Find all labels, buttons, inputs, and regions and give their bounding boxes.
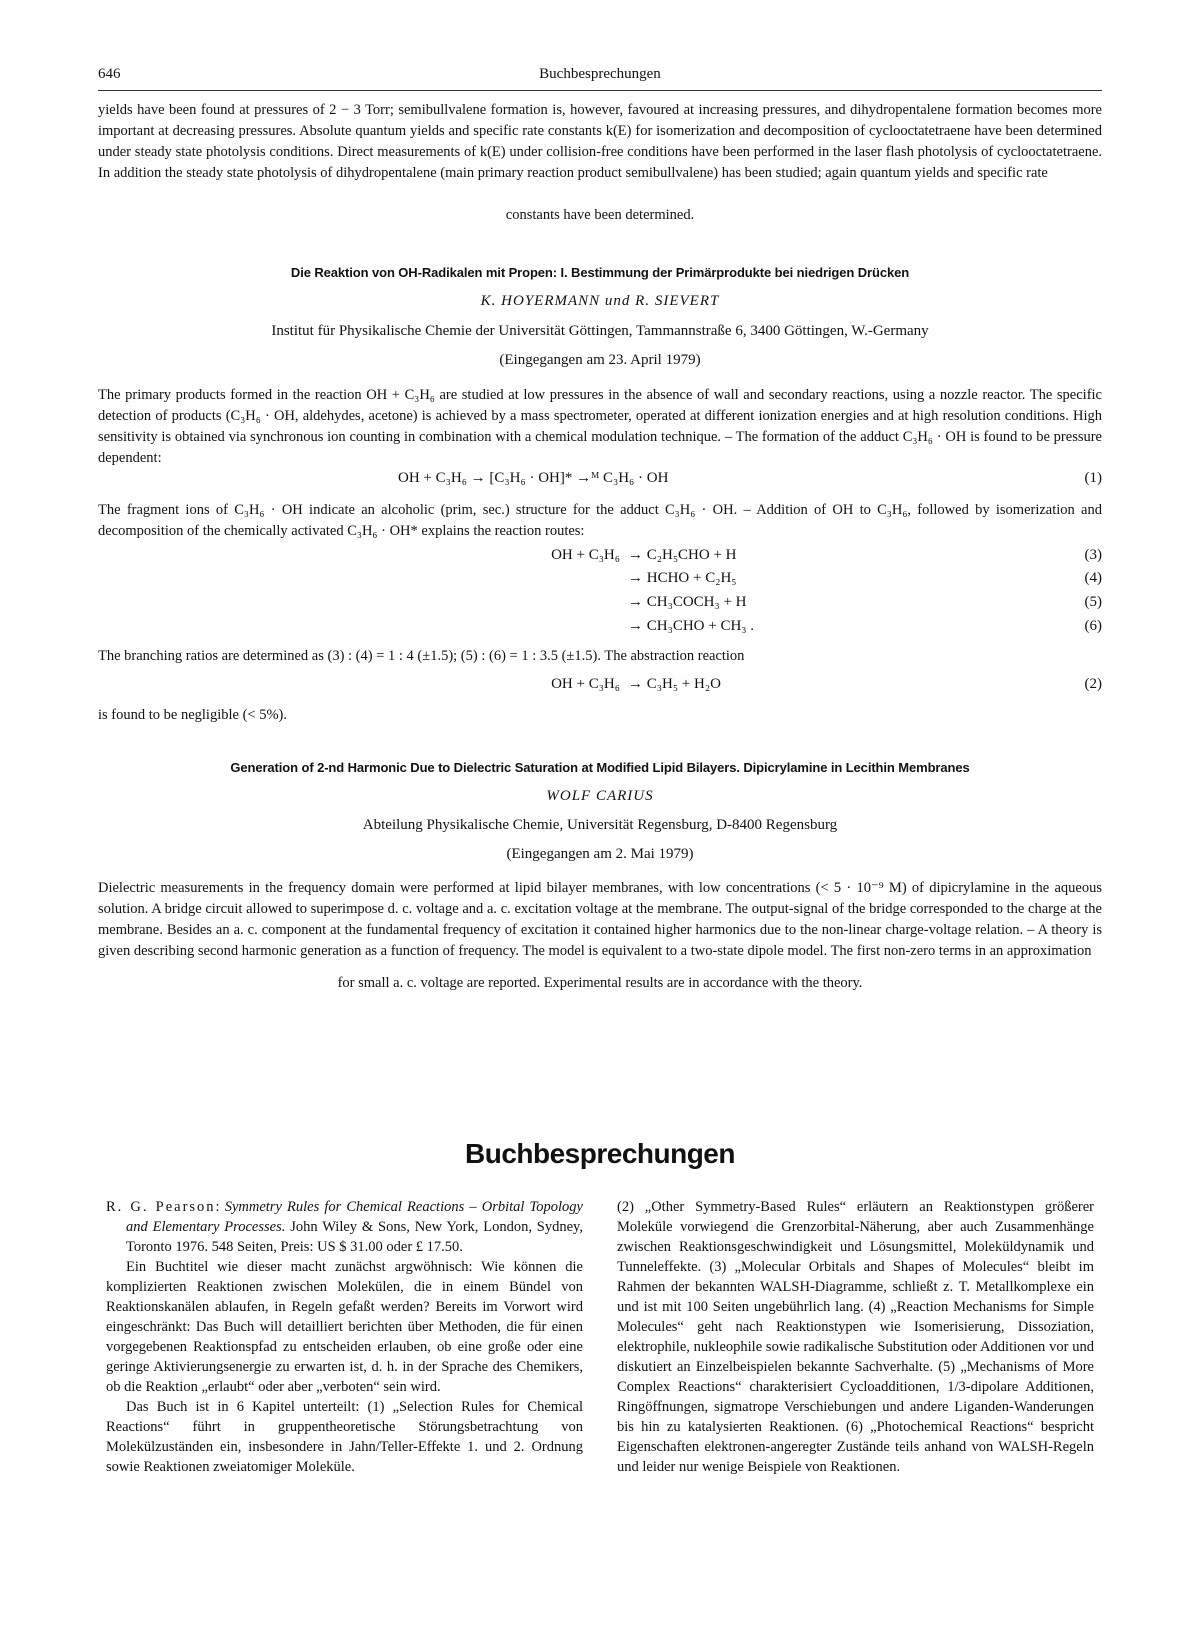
reaction-number: (4)	[1084, 570, 1102, 586]
page-header	[98, 66, 1102, 91]
review-paragraph-2: Das Buch ist in 6 Kapitel unterteilt: (1) „Selection Rules for Chemical Reactions“ führt in gruppentheoretische Störungsbetrachtung von Molekülzuständen ein, insbesondere in Jahn/Teller-Effekte 1. und 2. Ordnung sowie Reaktionen zweiatomiger Moleküle.	[106, 1399, 583, 1475]
article1-paragraph-1: The primary products formed in the reaction OH + C₃H₆ are studied at low pressures in the absence of wall and secondary reactions, using a nozzle reactor. The specific detection of products (C₃H₆ · OH, aldehydes, acetone) is achieved by a mass spectrometer, operated at different ionization energies and at high resolution conditions. High sensitivity is obtained via synchronous ion counting in combination with a chemical modulation technique. – The formation of the adduct C₃H₆ · OH is found to be pressure dependent:	[98, 387, 1102, 466]
review-column-right	[617, 1197, 1094, 1477]
article1-paragraph-2: The fragment ions of C₃H₆ · OH indicate an alcoholic (prim, sec.) structure for the adduct C₃H₆ · OH. – Addition of OH to C₃H₆, followed by isomerization and decomposition of the chemically activated C₃H₆ · OH* explains the reaction routes:	[98, 502, 1102, 539]
article1-received: (Eingegangen am 23. April 1979)	[499, 352, 701, 368]
reaction-3	[98, 547, 1102, 569]
reaction-number: (5)	[1084, 594, 1102, 610]
article2-authors: WOLF CARIUS	[546, 788, 654, 804]
article2-affiliation: Abteilung Physikalische Chemie, Universität Regensburg, D-8400 Regensburg	[362, 817, 838, 833]
review-author: R. G. Pearson	[106, 1199, 216, 1215]
equation-2-number: (2)	[1084, 676, 1102, 692]
reaction-number: (6)	[1084, 618, 1102, 634]
page-number: 646	[98, 66, 121, 82]
reaction-number: (3)	[1084, 547, 1102, 563]
reaction-5	[98, 594, 1102, 616]
article1-authors: K. HOYERMANN und R. SIEVERT	[480, 293, 720, 309]
reaction-rhs: → C₂H₅CHO + H	[628, 547, 737, 563]
equation-2-rhs: → C₃H₅ + H₂O	[628, 676, 721, 692]
review-publisher: John Wiley & Sons, New York, London, Sydney, Toronto 1976. 548 Seiten, Preis: US $ 31.00 oder £ 17.50.	[126, 1219, 583, 1255]
reaction-rhs: → CH₃COCH₃ + H	[628, 594, 747, 610]
continuation-paragraph: yields have been found at pressures of 2 − 3 Torr; semibullvalene formation is, however, favoured at increasing pressures, and dihydropentalene formation becomes more important at decreasing pressures. Absolute quantum yields and specific rate constants k(E) for isomerization and decomposition of cyclooctatetraene have been determined under steady state photolysis conditions. Direct measurements of k(E) under collision-free conditions have been performed in the laser flash photolysis of cyclooctatetraene. In addition the steady state photolysis of dihydropentalene (main primary reaction product semibullvalene) has been studied; again quantum yields and specific rate	[98, 102, 1102, 181]
article2-abstract: Dielectric measurements in the frequency domain were performed at lipid bilayer membranes, with low concentrations (< 5 · 10⁻⁹ M) of dipicrylamine in the aqueous solution. A bridge circuit allowed to superimpose d. c. voltage and a. c. excitation voltage at the membrane. The output-signal of the bridge corresponded to the charge at the membrane. Besides an a. c. component at the fundamental frequency of excitation it contained higher harmonics due to the non-linear charge-voltage relation. – A theory is given describing second harmonic generation as a function of frequency. The model is equivalent to a two-state dipole model. The first non-zero terms in an approximation	[98, 880, 1102, 959]
article1-affiliation: Institut für Physikalische Chemie der Universität Göttingen, Tammannstraße 6, 3400 Göttingen, W.-Germany	[271, 323, 929, 339]
reaction-lhs: OH + C₃H₆	[551, 547, 620, 563]
article1-title: Die Reaktion von OH-Radikalen mit Propen: I. Bestimmung der Primärprodukte bei niedrigen Drücken	[290, 265, 910, 280]
review-citation: R. G. Pearson: Symmetry Rules for Chemical Reactions – Orbital Topology and Elementary Processes. John Wiley & Sons, New York, London, Sydney, Toronto 1976. 548 Seiten, Preis: US $ 31.00 oder £ 17.50.	[106, 1199, 583, 1255]
article2-abstract-last-line: for small a. c. voltage are reported. Experimental results are in accordance with the theory.	[337, 975, 863, 991]
article1-paragraph-4: is found to be negligible (< 5%).	[98, 707, 287, 723]
equation-1-number: (1)	[1084, 470, 1102, 486]
reaction-4	[98, 570, 1102, 592]
article2-title: Generation of 2-nd Harmonic Due to Dielectric Saturation at Modified Lipid Bilayers. Dipicrylamine in Lecithin Membranes	[230, 760, 970, 775]
reaction-6	[98, 618, 1102, 640]
equation-1-expression: OH + C₃H₆ → [C₃H₆ · OH]* →ᴹ C₃H₆ · OH	[398, 470, 669, 486]
review-book-title: Symmetry Rules for Chemical Reactions – Orbital Topology and Elementary Processes.	[126, 1199, 583, 1235]
continuation-last-line: constants have been determined.	[505, 207, 695, 223]
reaction-rhs: → HCHO + C₂H₅	[628, 570, 737, 586]
review-paragraph-3: (2) „Other Symmetry-Based Rules“ erläutern an Reaktionstypen größerer Moleküle vorwiegend die Grenzorbital-Näherung, aber auch Zusammenhänge zwischen Reaktionsgeschwindigkeit und Lösungsmittel, Moleküldynamik und Tunneleffekte. (3) „Molecular Orbitals and Shapes of Molecules“ bleibt im Rahmen der bekannten WALSH-Diagramme, schließt z. T. Metallkomplexe ein und ist mit 100 Seiten ungebührlich lang. (4) „Reaction Mechanisms for Simple Molecules“ geht nach Reaktionstypen wie Isomerisierung, Dissoziation, elektrophile, nukleophile sowie radikalische Substitution oder Additionen vor und diskutiert an Einzelbeispielen bekannte Sachverhalte. (5) „Mechanisms of More Complex Reactions“ charakterisiert Cycloadditionen, 1/3-dipolare Additionen, Ringöffnungen, sigmatrope Verschiebungen und andere Liganden-Wanderungen bis hin zu katalysierten Reaktionen. (6) „Photochemical Reactions“ bespricht Eigenschaften elektronen-angeregter Zustände teils anhand von WALSH-Regeln und leider nur wenige Beispiele von Reaktionen.	[617, 1199, 1094, 1475]
section-title: Buchbesprechungen	[465, 1138, 735, 1169]
equation-2-lhs: OH + C₃H₆	[551, 676, 620, 692]
review-paragraph-1: Ein Buchtitel wie dieser macht zunächst argwöhnisch: Wie können die komplizierten Reaktionen zwischen Molekülen, die in einem Bündel von Reaktionskanälen ablaufen, in Regeln gefaßt werden? Bereits im Vorwort wird eingeschränkt: Das Buch will detailliert berichten über Methoden, die für einen vorgegebenen Reaktionspfad zu entscheiden erlauben, ob eine große oder eine geringe Aktivierungsenergie zu erwarten ist, d. h. in der Sprache des Chemikers, ob die Reaktion „erlaubt“ oder aber „verboten“ sein wird.	[106, 1259, 583, 1395]
reaction-rhs: → CH₃CHO + CH₃ .	[628, 618, 755, 634]
equation-2	[98, 676, 1102, 698]
review-column-left	[106, 1197, 583, 1477]
equation-1	[98, 470, 1102, 492]
article1-paragraph-3: The branching ratios are determined as (3) : (4) = 1 : 4 (±1.5); (5) : (6) = 1 : 3.5 (±1.5). The abstraction reaction	[98, 648, 745, 664]
running-head: Buchbesprechungen	[539, 66, 661, 82]
article2-received: (Eingegangen am 2. Mai 1979)	[506, 846, 694, 862]
